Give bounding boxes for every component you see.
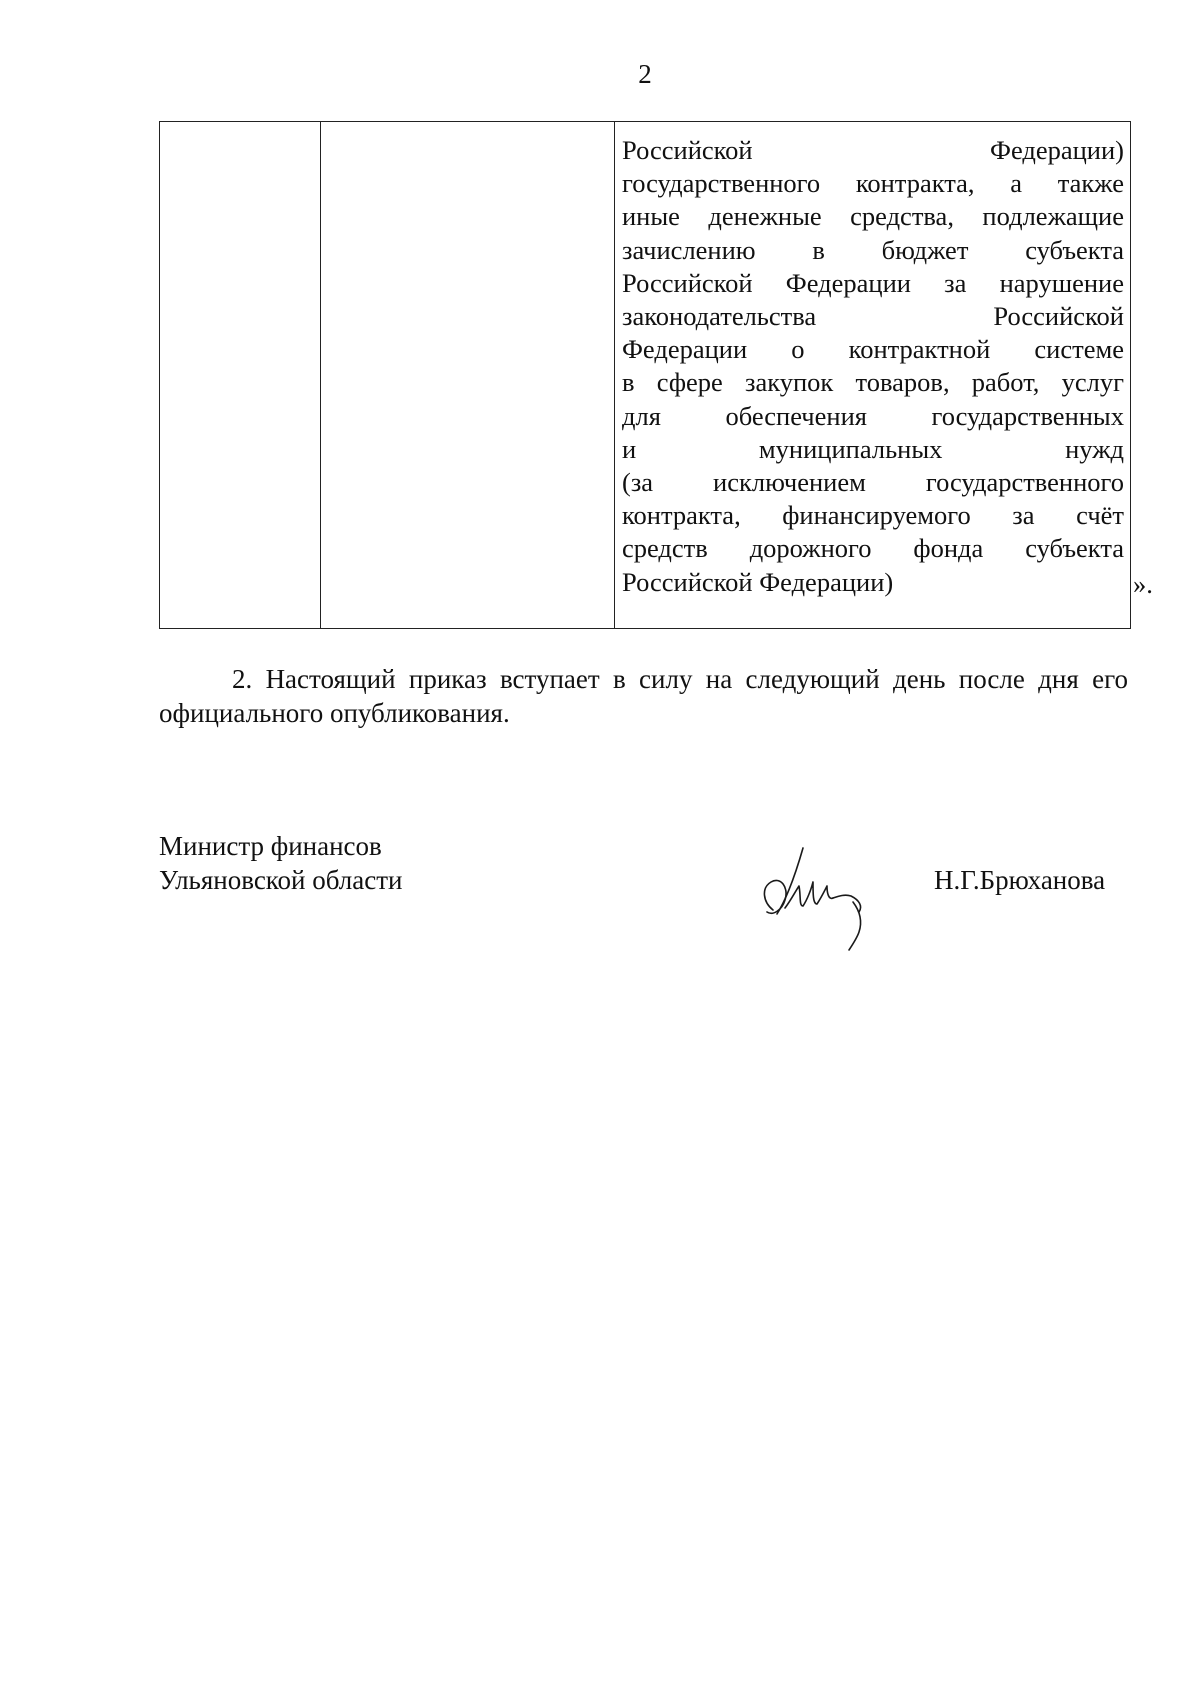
table-text-line: Российской Федерации) <box>622 135 1124 165</box>
closing-quote: ». <box>1133 569 1153 599</box>
table-text-line: в сфере закупок товаров, работ, услуг <box>622 367 1124 398</box>
table-cell-text <box>615 122 1131 629</box>
document-table <box>159 121 1131 629</box>
table-text-line: законодательства Российской <box>622 301 1124 332</box>
table-cell-empty-2 <box>321 122 615 629</box>
table-text-line: Федерации о контрактной системе <box>622 334 1124 365</box>
table-text-line: государственного контракта, а также <box>622 168 1124 199</box>
table-text-line: средств дорожного фонда субъекта <box>622 533 1124 564</box>
table-text-line: зачислению в бюджет субъекта <box>622 234 1124 265</box>
signer-title-line: Ульяновской области <box>159 865 403 895</box>
table-text-line: Российской Федерации за нарушение <box>622 267 1124 298</box>
handwritten-signature <box>755 840 895 960</box>
signer-title <box>159 829 403 897</box>
table-text-line: контракта, финансируемого за счёт <box>622 500 1124 531</box>
table-text-line: и муниципальных нужд <box>622 433 1124 464</box>
signer-title-line: Министр финансов <box>159 831 382 861</box>
paragraph-line: 2. Настоящий приказ вступает в силу на следующий день после дня его <box>232 664 1128 694</box>
table-text-line: для обеспечения государственных <box>622 400 1124 431</box>
page-number: 2 <box>638 59 652 89</box>
table-text-line: иные денежные средства, подлежащие <box>622 201 1124 232</box>
signer-name: Н.Г.Брюханова <box>934 865 1106 895</box>
table-text-line: (за исключением государственного <box>622 467 1124 498</box>
order-paragraph <box>159 662 1128 730</box>
table-text-line: Российской Федерации) <box>622 566 894 597</box>
table-cell-empty-1 <box>160 122 321 629</box>
table-row <box>160 122 1131 629</box>
paragraph-line: официального опубликования. <box>159 698 510 728</box>
